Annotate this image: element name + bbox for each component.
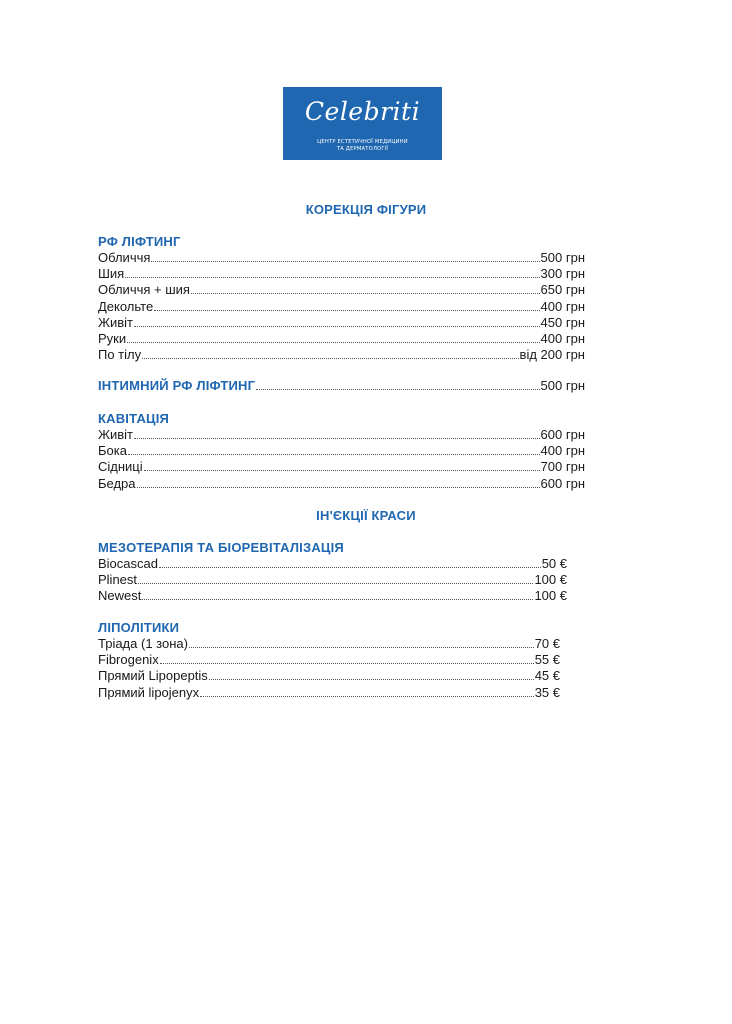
service-name: Plinest [98,572,138,588]
section-title-beauty-injections: ІН'ЄКЦІЇ КРАСИ [316,508,416,523]
dot-leader [256,388,539,390]
service-price: 700 грн [540,459,585,475]
price-row [98,636,560,652]
dot-leader [134,325,540,327]
dot-leader [142,598,533,600]
service-price: 500 грн [540,250,585,265]
category-rf-lifting: РФ ЛІФТИНГ [98,234,181,249]
price-row [98,331,585,347]
service-name: Живіт [98,427,134,442]
price-row [98,347,585,363]
service-price: 600 грн [540,427,585,442]
service-price: 45 € [534,668,560,684]
service-price: 650 грн [540,282,585,298]
price-row [98,668,560,684]
section-title-body-correction: КОРЕКЦІЯ ФІГУРИ [305,202,427,217]
dot-leader [159,566,541,568]
dot-leader [138,582,533,584]
dot-leader [144,469,540,471]
price-list-rf-lifting [98,250,585,363]
dot-leader [137,486,540,488]
dot-leader [200,695,534,697]
price-list-mesotherapy [98,556,567,605]
service-price: 70 € [534,636,560,651]
category-intimate-rf-lifting: ІНТИМНИЙ РФ ЛІФТИНГ [98,378,256,393]
service-name: Бока [98,443,127,459]
dot-leader [160,662,534,664]
dot-leader [154,309,539,311]
logo-wordmark: Celebriti [304,97,421,126]
price-row [98,250,585,266]
service-price: 500 грн [540,378,585,393]
price-row [98,652,560,668]
price-row [98,685,560,701]
dot-leader [128,453,540,455]
service-name: Обличчя [98,250,151,265]
price-row [98,572,567,588]
service-name: Бедра [98,475,136,491]
price-row [98,556,567,572]
dot-leader [189,646,534,648]
dot-leader [191,292,540,294]
price-row [98,299,585,315]
price-row [98,476,585,492]
service-name: Шия [98,266,125,282]
service-name: Newest [98,588,142,604]
service-price: 35 € [534,684,560,700]
price-row [98,459,585,475]
service-name: Декольте [98,298,154,314]
price-row [98,282,585,298]
service-name: Обличчя + шия [98,282,190,298]
service-name: Biocascad [98,556,158,571]
price-row-intimate-rf-lifting [98,378,585,393]
service-price: 50 € [541,556,567,571]
category-lipolytics: ЛІПОЛІТИКИ [98,620,180,635]
dot-leader [151,260,539,262]
service-name: По тілу [98,347,142,363]
service-price: 600 грн [540,475,585,491]
service-price: 400 грн [540,330,585,346]
service-price: від 200 грн [519,347,585,363]
dot-leader [209,678,534,680]
service-price: 300 грн [540,266,585,282]
service-name: Прямий Lipopeptis [98,668,208,684]
service-price: 400 грн [540,298,585,314]
service-name: Руки [98,330,127,346]
dot-leader [134,437,540,439]
price-row [98,427,585,443]
service-price: 100 € [534,572,567,588]
price-row [98,315,585,331]
price-list-cavitation [98,427,585,492]
logo-subtitle-line2: ТА ДЕРМАТОЛОГІЇ [336,146,389,152]
price-list-lipolytics [98,636,560,701]
service-name: Тріада (1 зона) [98,636,188,651]
dot-leader [125,276,539,278]
price-row [98,443,585,459]
category-mesotherapy: МЕЗОТЕРАПІЯ ТА БІОРЕВІТАЛІЗАЦІЯ [98,540,344,555]
price-row [98,266,585,282]
service-name: Живіт [98,314,134,330]
service-name: Fibrogenix [98,652,159,668]
service-price: 100 € [534,588,567,604]
price-row [98,588,567,604]
brand-logo [283,87,442,160]
dot-leader [142,357,518,359]
category-cavitation: КАВІТАЦІЯ [98,411,170,426]
service-price: 400 грн [540,443,585,459]
service-price: 450 грн [540,314,585,330]
logo-subtitle-line1: ЦЕНТР ЕСТЕТИЧНОЇ МЕДИЦИНИ [317,139,408,145]
service-name: Сідниці [98,459,143,475]
dot-leader [127,341,539,343]
service-name: Прямий lipojenyx [98,684,200,700]
service-price: 55 € [534,652,560,668]
